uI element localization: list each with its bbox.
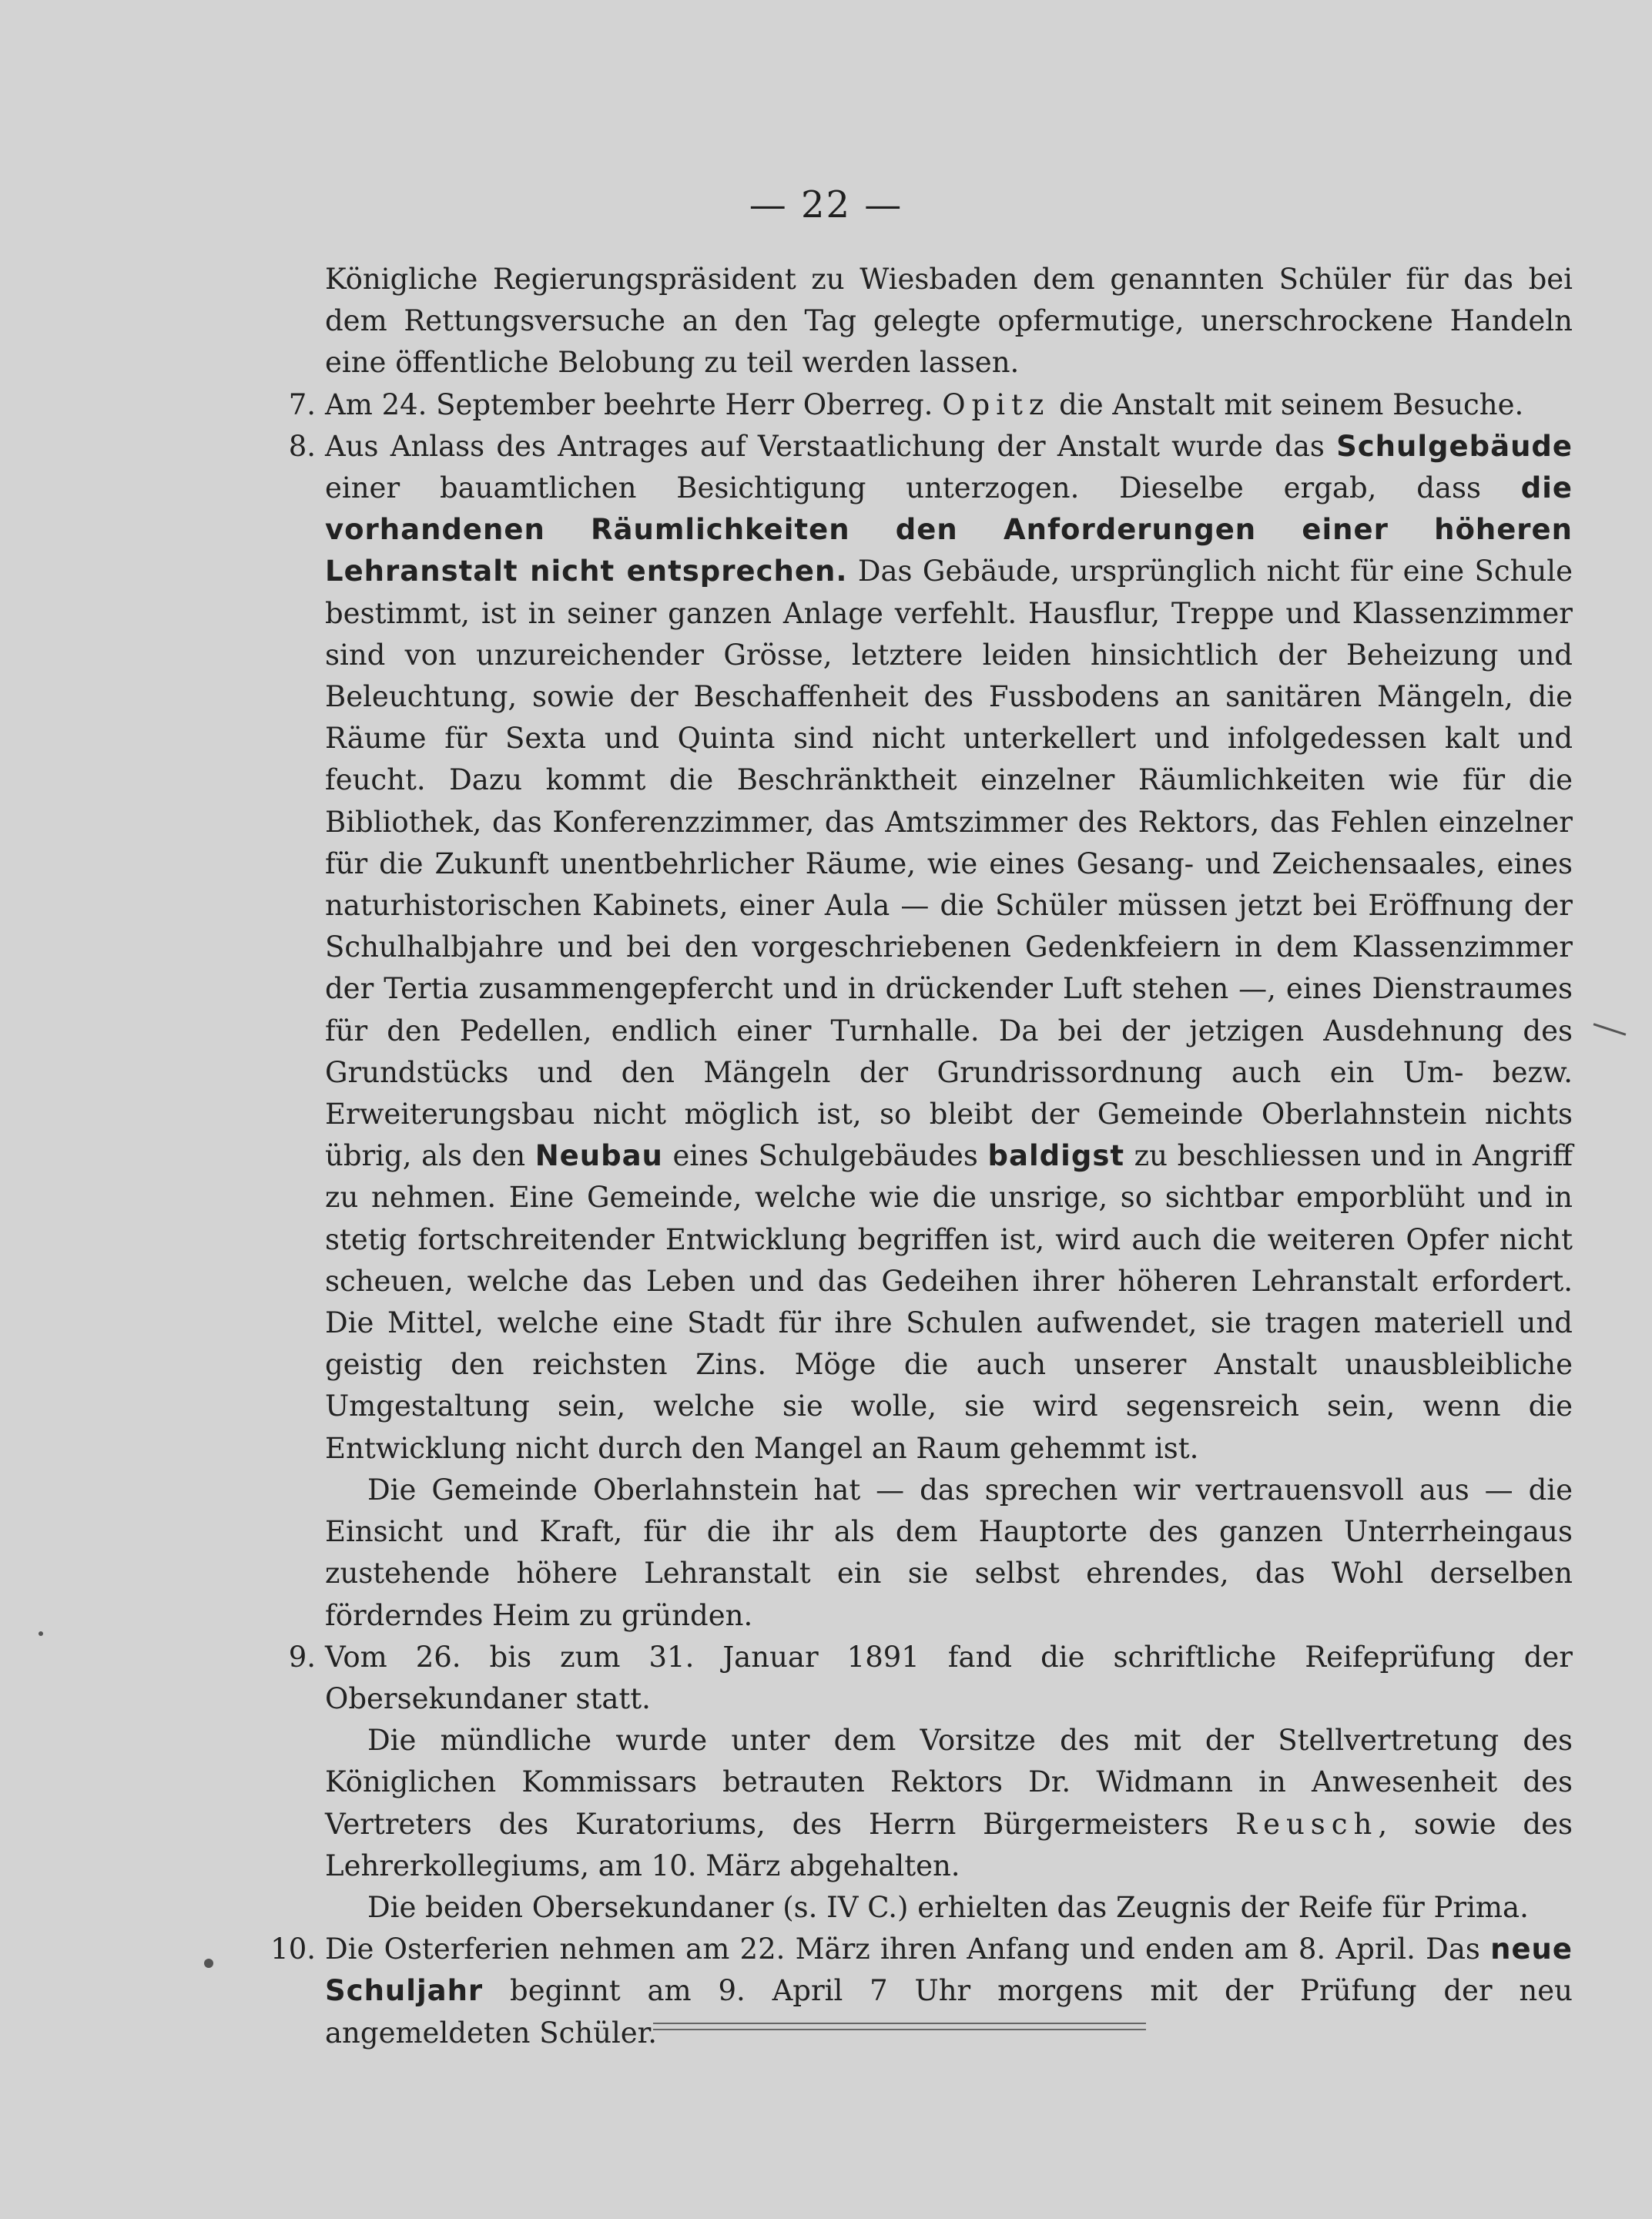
item-8-text-b: einer bauamtlichen Besichtigung unterzogen. Dieselbe ergab, dass [325, 471, 1521, 505]
item-9-text-a: Die mündliche wurde unter dem Vorsitze des mit der Stellvertretung des Königlichen Kommissars betrauten Rektors Dr. Widmann in Anwesenheit des Vertreters des Kuratoriums, des Herrn Bürgermeisters [325, 1724, 1573, 1841]
item-7-text-a: Am 24. September beehrte Herr Oberreg. [325, 387, 943, 421]
emphasis-raeumlichkeiten: die vorhandenen Räumlichkeiten den Anforderungen einer höheren Lehranstalt nicht entsprechen. [325, 471, 1573, 588]
ink-speck [204, 1959, 213, 1968]
emphasis-baldigst: baldigst [987, 1139, 1125, 1173]
item-9-paragraph-3: Die beiden Obersekundaner (s. IV C.) erhielten das Zeugnis der Reife für Prima. [367, 1890, 1529, 1924]
emphasis-neue-schuljahr: neue Schuljahr [325, 1932, 1573, 2008]
list-item-8 [288, 426, 1573, 1637]
closing-rule-bottom [653, 2029, 1146, 2030]
item-number: 9. [288, 1640, 316, 1674]
list-item-10 [270, 1929, 1573, 2054]
margin-pencil-mark [1593, 1023, 1627, 1035]
item-number: 7. [288, 387, 316, 421]
item-10-text-a: Die Osterferien nehmen am 22. März ihren Anfang und enden am 8. April. Das [325, 1932, 1491, 1966]
person-name-reusch: Reusch [1235, 1807, 1379, 1841]
item-9-text-b: , sowie des Lehrerkollegiums, am 10. März abgehalten. [325, 1807, 1573, 1882]
item-9-text: Vom 26. bis zum 31. Januar 1891 fand die schriftliche Reifeprüfung der Obersekundaner statt. [325, 1640, 1573, 1715]
list-item-9 [288, 1637, 1573, 1929]
item-10-text [325, 1929, 1573, 2054]
item-8-text-a: Aus Anlass des Antrages auf Verstaatlichung der Anstalt wurde das [325, 429, 1337, 463]
item-7-text-b: die Anstalt mit seinem Besuche. [1050, 387, 1524, 421]
item-8-text-c: Das Gebäude, ursprünglich nicht für eine Schule bestimmt, ist in seiner ganzen Anlage verfehlt. Hausflur, Treppe und Klassenzimmer sind von unzureichender Grösse, letztere leiden hinsichtlich der Beheizung und Beleuchtung, sowie der Beschaffenheit des Fussbodens an sanitären Mängeln, die Räume für Sexta und Quinta sind nicht unterkellert und infolgedessen kalt und feucht. Dazu kommt die Beschränktheit einzelner Räumlichkeiten wie für die Bibliothek, das Konferenzzimmer, das Amtszimmer des Rektors, das Fehlen einzelner für die Zukunft unentbehrlicher Räume, wie eines Gesang- und Zeichensaales, eines naturhistorischen Kabinets, einer Aula — die Schüler müssen jetzt bei Eröffnung der Schulhalbjahre und bei den vorgeschriebenen Gedenkfeiern in dem Klassenzimmer der Tertia zusammengepfercht und in drückender Luft stehen —, eines Dienstraumes für den Pedellen, endlich einer Turnhalle. Da bei der jetzigen Ausdehnung des Grundstücks und den Mängeln der Grundrissordnung auch ein Um- bezw. Erweiterungsbau nicht möglich ist, so bleibt der Gemeinde Oberlahnstein nichts übrig, als den [325, 555, 1573, 1173]
person-name-opitz: Opitz [942, 387, 1051, 421]
intro-paragraph: Königliche Regierungspräsident zu Wiesbaden dem genannten Schüler für das bei dem Rettungsversuche an den Tag gelegte opfermutige, unerschrockene Handeln eine öffentliche Belobung zu teil werden lassen. [325, 263, 1573, 380]
item-10-text-b: beginnt am 9. April 7 Uhr morgens mit der Prüfung der neu angemeldeten Schüler. [325, 1974, 1573, 2050]
item-8-text [325, 426, 1573, 1470]
closing-rule-top [653, 2023, 1146, 2024]
list-item-7 [288, 384, 1573, 426]
item-8-text-d: eines Schulgebäudes [662, 1139, 988, 1173]
item-9-paragraph-2 [325, 1720, 1573, 1887]
item-7-text [325, 384, 1573, 426]
emphasis-schulgebaeude: Schulgebäude [1336, 429, 1573, 463]
item-8-paragraph-2: Die Gemeinde Oberlahnstein hat — das sprechen wir vertrauensvoll aus — die Einsicht und Kraft, für die ihr als dem Hauptorte des ganzen Unterrheingaus zustehende höhere Lehranstalt ein sie selbst ehrendes, das Wohl derselben förderndes Heim zu gründen. [325, 1473, 1573, 1632]
item-number: 8. [288, 429, 316, 463]
page-number: — 22 — [749, 183, 903, 226]
ink-speck [39, 1631, 43, 1636]
body-text [270, 259, 1573, 2054]
item-number: 10. [270, 1932, 316, 1966]
emphasis-neubau: Neubau [534, 1139, 663, 1173]
item-8-text-e: zu beschliessen und in Angriff zu nehmen. Eine Gemeinde, welche wie die unsrige, so sichtbar emporblüht und in stetig fortschreitender Entwicklung begriffen ist, wird auch die weiteren Opfer nicht scheuen, welche das Leben und das Gedeihen ihrer höheren Lehranstalt erfordert. Die Mittel, welche eine Stadt für ihre Schulen aufwendet, sie tragen materiell und geistig den reichsten Zins. Möge die auch unserer Anstalt unausbleibliche Umgestaltung sein, welche sie wolle, sie wird segensreich sein, wenn die Entwicklung nicht durch den Mangel an Raum gehemmt ist. [325, 1139, 1573, 1465]
